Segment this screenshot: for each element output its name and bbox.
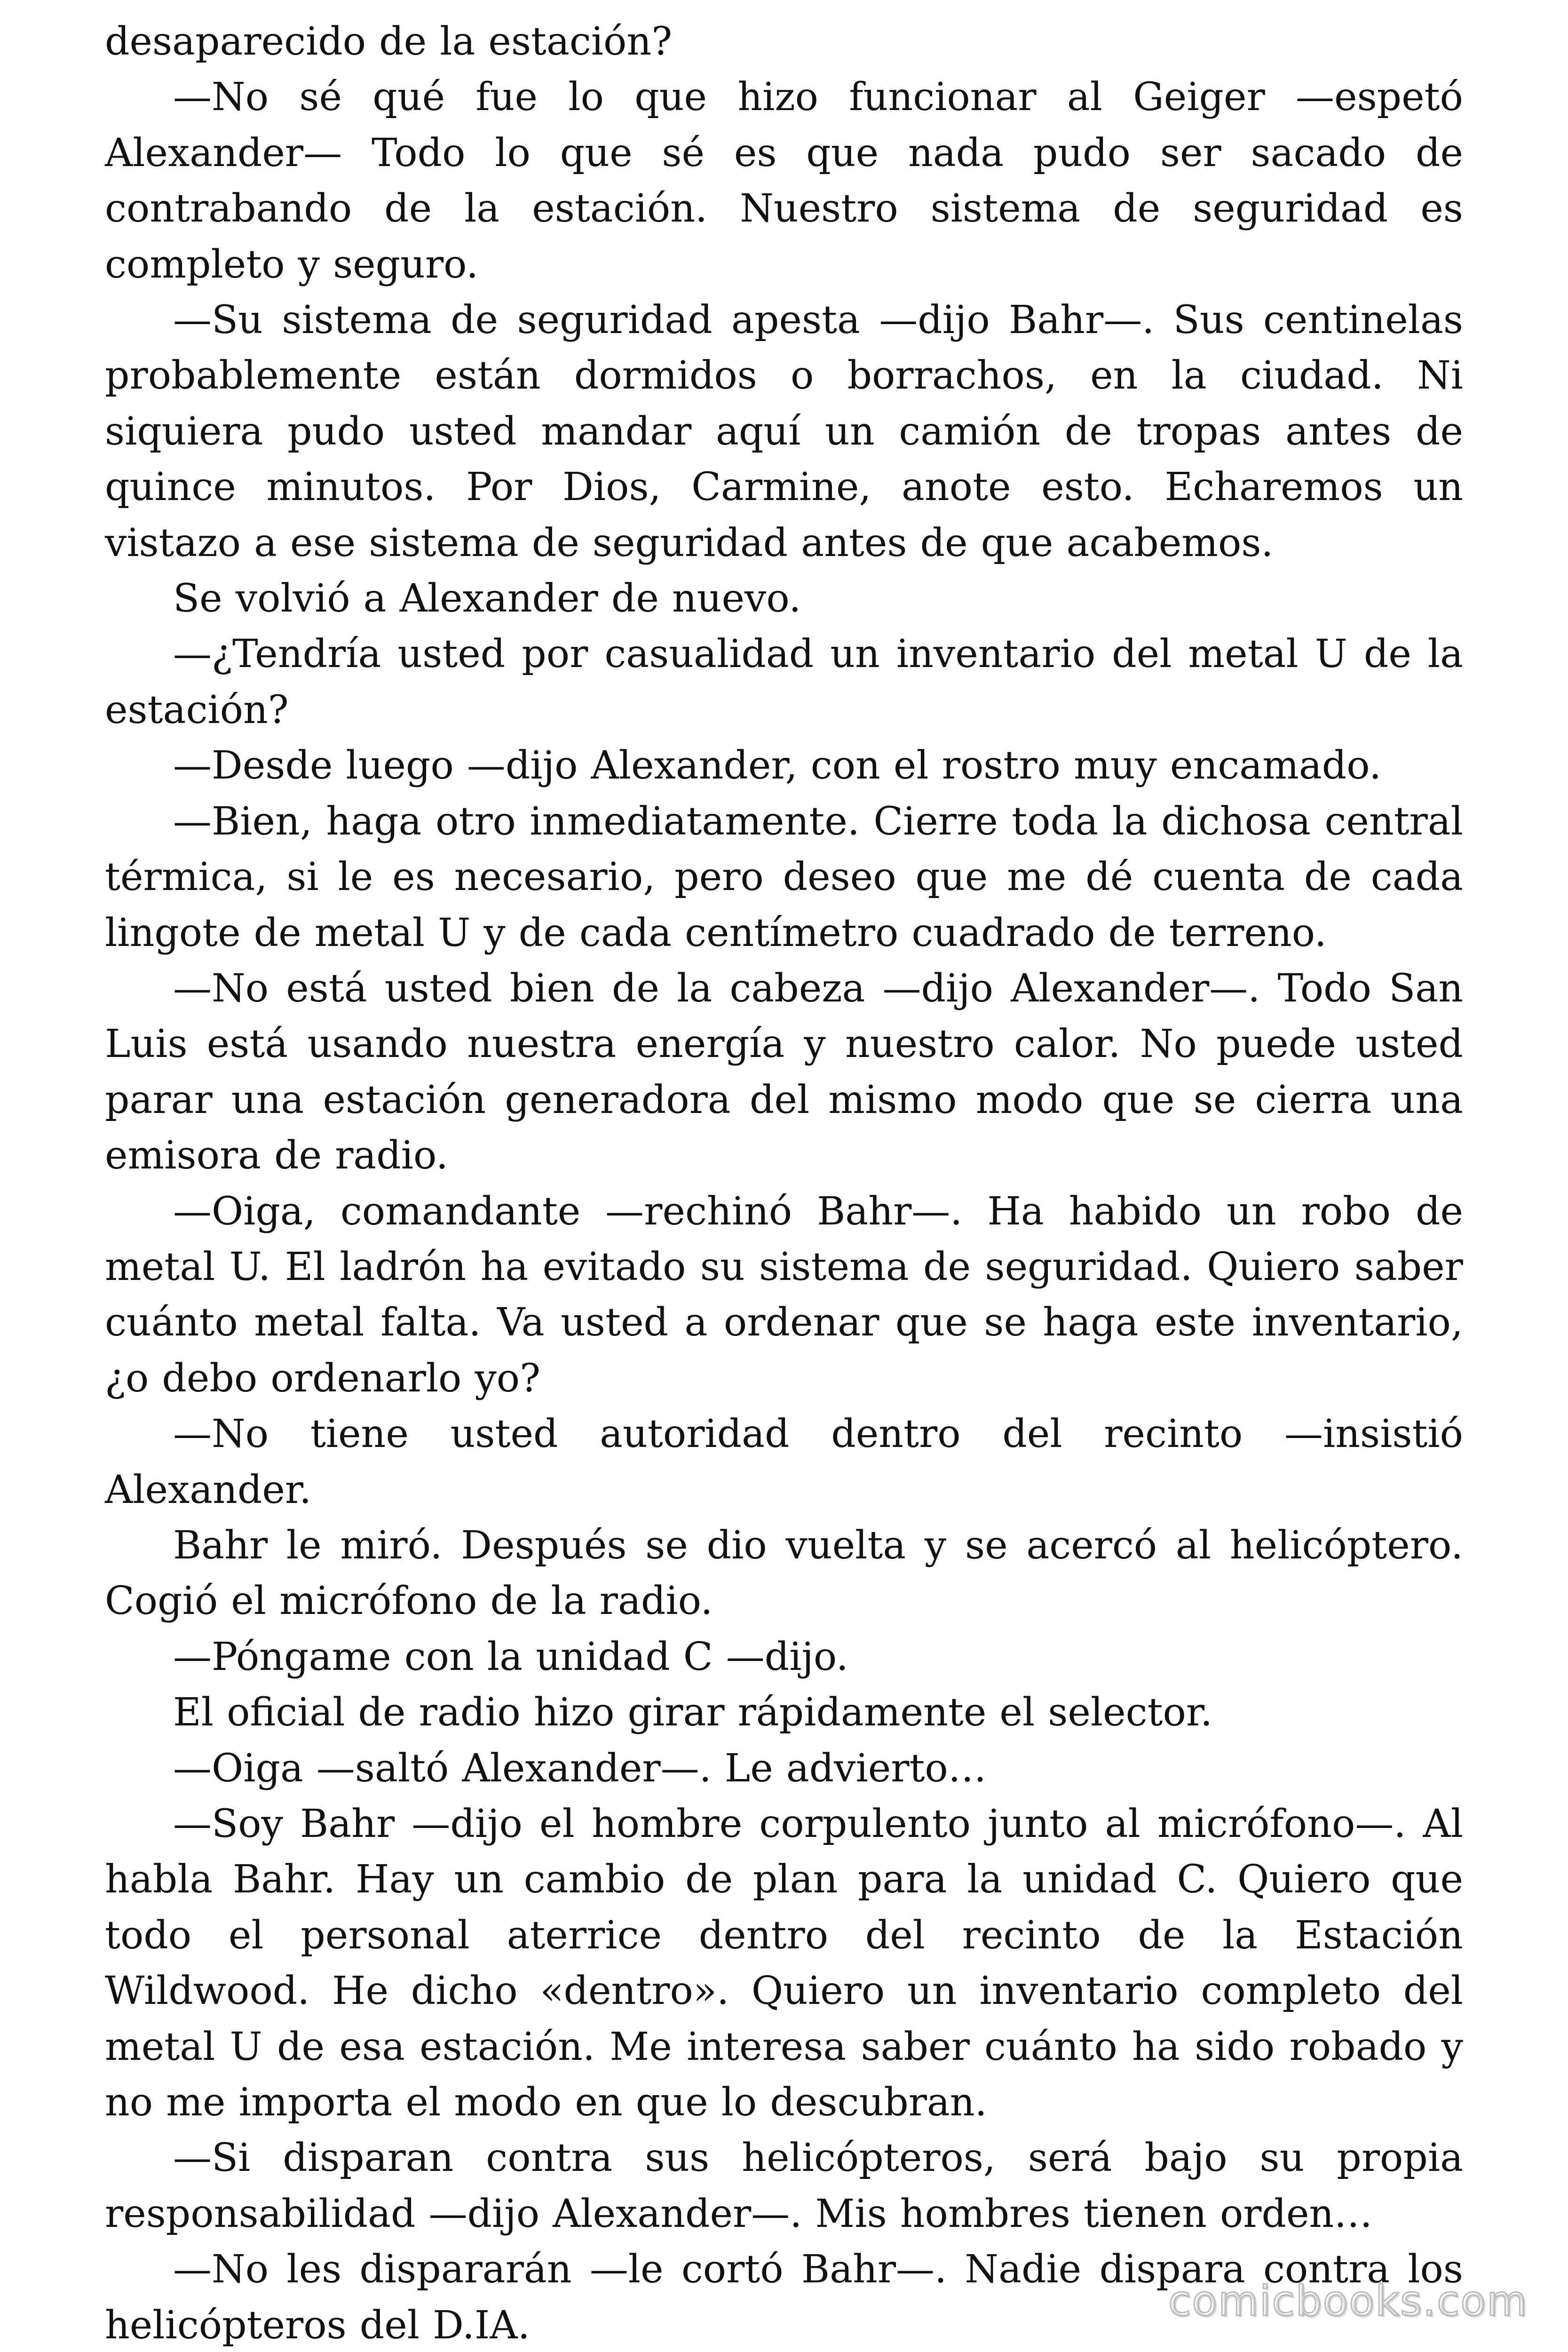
- paragraph: —Si disparan contra sus helicópteros, será bajo su propia responsabilidad —dijo Alexander—. Mis hombres tienen orden…: [105, 2136, 1463, 2236]
- paragraph: —Desde luego —dijo Alexander, con el rostro muy encamado.: [173, 743, 1382, 788]
- paragraph-continuation: desaparecido de la estación?: [105, 19, 673, 64]
- paragraph: Bahr le miró. Después se dio vuelta y se acercó al helicóptero. Cogió el micrófono de la radio.: [105, 1523, 1463, 1624]
- paragraph: El oficial de radio hizo girar rápidamente el selector.: [173, 1690, 1213, 1735]
- paragraph: —No sé qué fue lo que hizo funcionar al Geiger —espetó Alexander— Todo lo que sé es que nada pudo ser sacado de contrabando de la estación. Nuestro sistema de seguridad es completo y seguro.: [105, 75, 1463, 287]
- paragraph: —Bien, haga otro inmediatamente. Cierre toda la dichosa central térmica, si le es necesario, pero deseo que me dé cuenta de cada lingote de metal U y de cada centímetro cuadrado de terreno.: [105, 799, 1463, 955]
- watermark: comicbooks.com: [1168, 2277, 1528, 2325]
- paragraph: —Oiga, comandante —rechinó Bahr—. Ha habido un robo de metal U. El ladrón ha evitado su sistema de seguridad. Quiero saber cuánto metal falta. Va usted a ordenar que se haga este inventario, ¿o debo ordenarlo yo?: [105, 1189, 1463, 1401]
- paragraph: —No tiene usted autoridad dentro del recinto —insistió Alexander.: [105, 1412, 1463, 1512]
- paragraph: Se volvió a Alexander de nuevo.: [173, 576, 801, 621]
- page-body: [105, 14, 1463, 2352]
- paragraph: —Su sistema de seguridad apesta —dijo Bahr—. Sus centinelas probablemente están dormidos o borrachos, en la ciudad. Ni siquiera pudo usted mandar aquí un camión de tropas antes de quince minutos. Por Dios, Carmine, anote esto. Echaremos un vistazo a ese sistema de seguridad antes de que acabemos.: [105, 298, 1463, 565]
- paragraph: —Soy Bahr —dijo el hombre corpulento junto al micrófono—. Al habla Bahr. Hay un cambio de plan para la unidad C. Quiero que todo el personal aterrice dentro del recinto de la Estación Wildwood. He dicho «dentro». Quiero un inventario completo del metal U de esa estación. Me interesa saber cuánto ha sido robado y no me importa el modo en que lo descubran.: [105, 1802, 1463, 2125]
- paragraph: —Póngame con la unidad C —dijo.: [173, 1634, 848, 1679]
- paragraph: —No está usted bien de la cabeza —dijo Alexander—. Todo San Luis está usando nuestra energía y nuestro calor. No puede usted parar una estación generadora del mismo modo que se cierra una emisora de radio.: [105, 966, 1463, 1178]
- paragraph: —Oiga —saltó Alexander—. Le advierto…: [173, 1746, 987, 1791]
- paragraph: —¿Tendría usted por casualidad un inventario del metal U de la estación?: [105, 632, 1463, 732]
- paragraph: —No les dispararán —le cortó Bahr—. Nadie dispara contra los helicópteros del D.IA.: [105, 2247, 1463, 2348]
